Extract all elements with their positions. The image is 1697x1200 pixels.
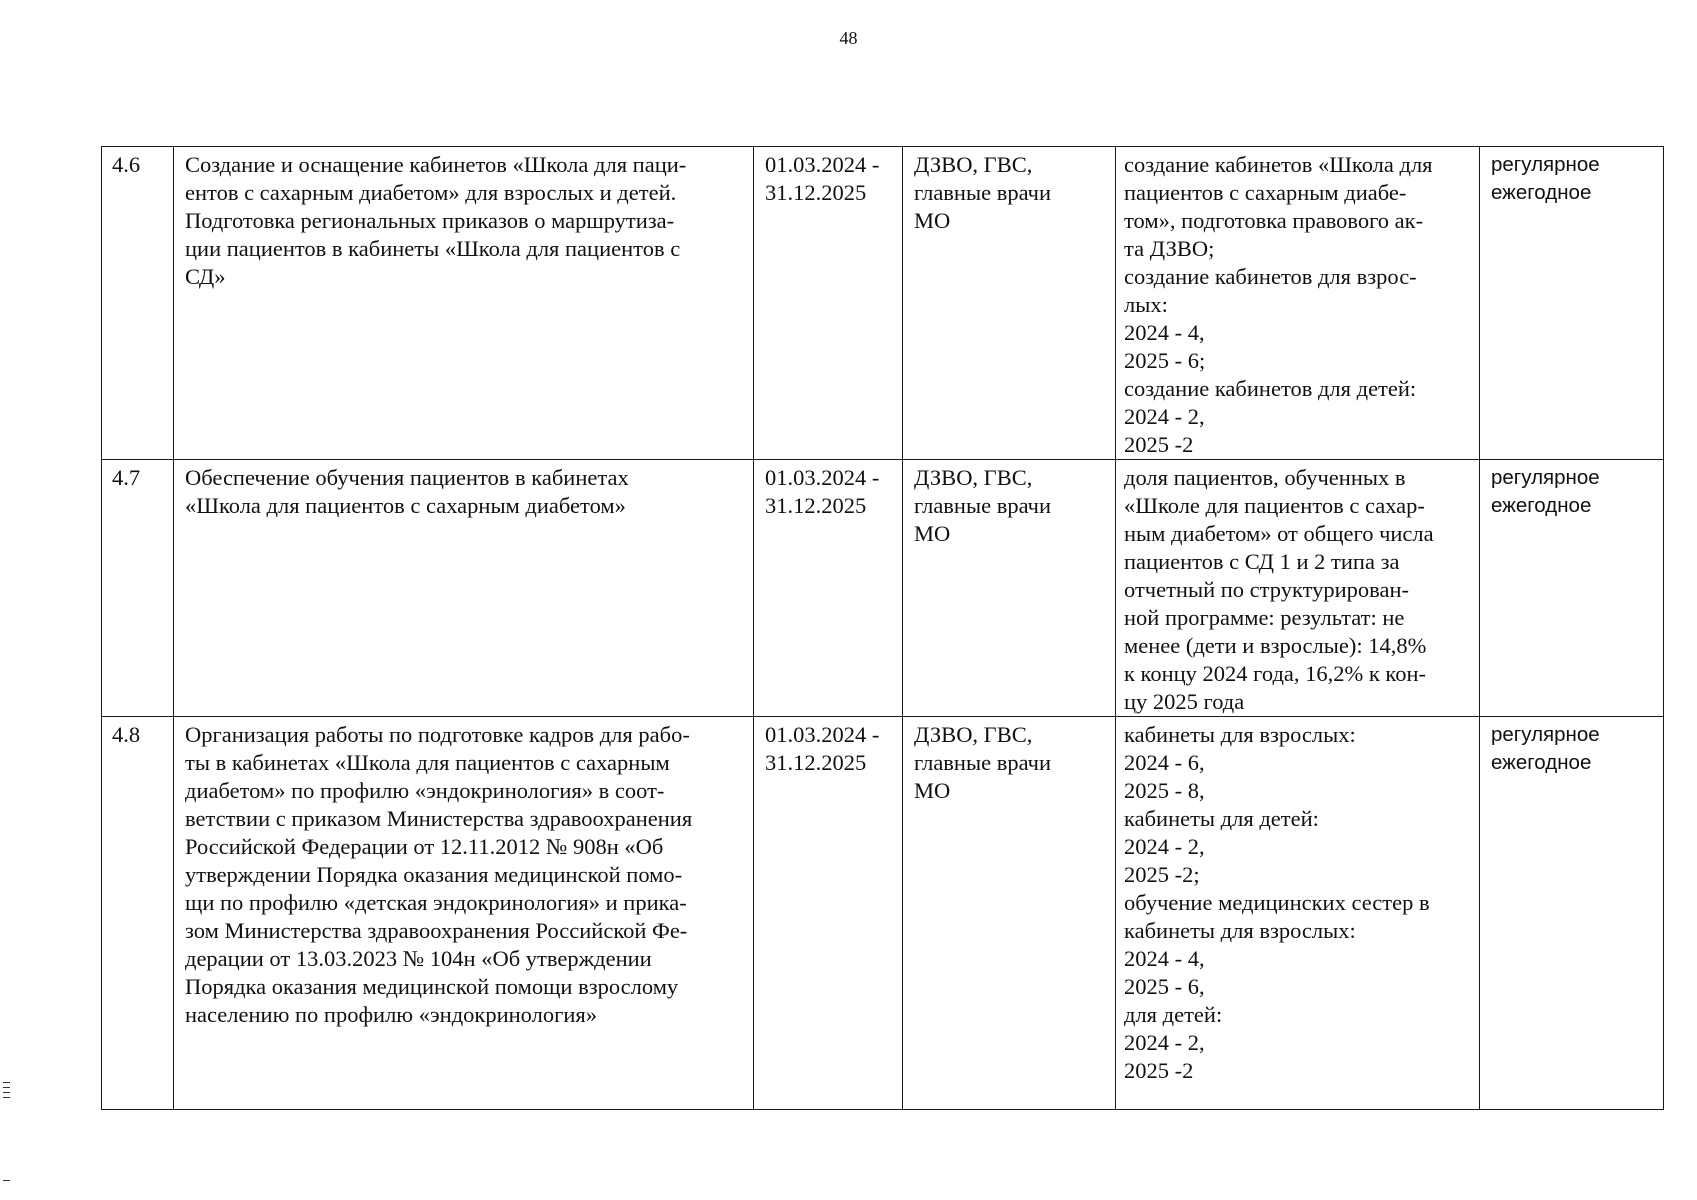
result-cell: доля пациентов, обученных в «Школе для пациентов с сахар- ным диабетом» от общего числа пациентов с СД 1 и 2 типа за отчетный по структурирован- ной программе: результат: не менее (дети и взрослые): 14,8% к концу 2024 года, 16,2% к кон- цу 2025 года xyxy=(1116,460,1480,717)
period-cell: 01.03.2024 - 31.12.2025 xyxy=(754,147,903,460)
period-cell: 01.03.2024 - 31.12.2025 xyxy=(754,717,903,1110)
scan-mark xyxy=(3,1092,10,1093)
table-row xyxy=(102,460,1664,717)
type-cell: регулярное ежегодное xyxy=(1480,147,1664,460)
responsible-cell: ДЗВО, ГВС, главные врачи МО xyxy=(903,147,1116,460)
row-number: 4.8 xyxy=(102,717,174,1110)
table-row xyxy=(102,717,1664,1110)
type-cell: регулярное ежегодное xyxy=(1480,460,1664,717)
row-number: 4.7 xyxy=(102,460,174,717)
activity-cell: Создание и оснащение кабинетов «Школа для паци- ентов с сахарным диабетом» для взрослых и детей. Подготовка региональных приказов о маршрутиза- ции пациентов в кабинеты «Школа для пациентов с СД» xyxy=(174,147,754,460)
responsible-cell: ДЗВО, ГВС, главные врачи МО xyxy=(903,460,1116,717)
scan-mark xyxy=(3,1087,10,1088)
period-cell: 01.03.2024 - 31.12.2025 xyxy=(754,460,903,717)
activity-cell: Организация работы по подготовке кадров для рабо- ты в кабинетах «Школа для пациентов с сахарным диабетом» по профилю «эндокринология» в соот- ветствии с приказом Министерства здравоохранения Российской Федерации от 12.11.2012 № 908н «Об утверждении Порядка оказания медицинской помо- щи по профилю «детская эндокринология» и прика- зом Министерства здравоохранения Российской Фе- дерации от 13.03.2023 № 104н «Об утверждении Порядка оказания медицинской помощи взрослому населению по профилю «эндокринология» xyxy=(174,717,754,1110)
table-row xyxy=(102,147,1664,460)
row-number: 4.6 xyxy=(102,147,174,460)
type-cell: регулярное ежегодное xyxy=(1480,717,1664,1110)
scan-mark xyxy=(3,1097,10,1098)
scan-mark xyxy=(3,1082,10,1083)
result-cell: кабинеты для взрослых: 2024 - 6, 2025 - 8, кабинеты для детей: 2024 - 2, 2025 -2; обучение медицинских сестер в кабинеты для взрослых: 2024 - 4, 2025 - 6, для детей: 2024 - 2, 2025 -2 xyxy=(1116,717,1480,1110)
result-cell: создание кабинетов «Школа для пациентов с сахарным диабе- том», подготовка правового ак- та ДЗВО; создание кабинетов для взрос- лых: 2024 - 4, 2025 - 6; создание кабинетов для детей: 2024 - 2, 2025 -2 xyxy=(1116,147,1480,460)
page-number: 48 xyxy=(839,28,858,48)
activity-cell: Обеспечение обучения пациентов в кабинетах «Школа для пациентов с сахарным диабетом» xyxy=(174,460,754,717)
action-plan-table xyxy=(101,146,1664,1110)
scan-mark xyxy=(3,1180,10,1181)
responsible-cell: ДЗВО, ГВС, главные врачи МО xyxy=(903,717,1116,1110)
